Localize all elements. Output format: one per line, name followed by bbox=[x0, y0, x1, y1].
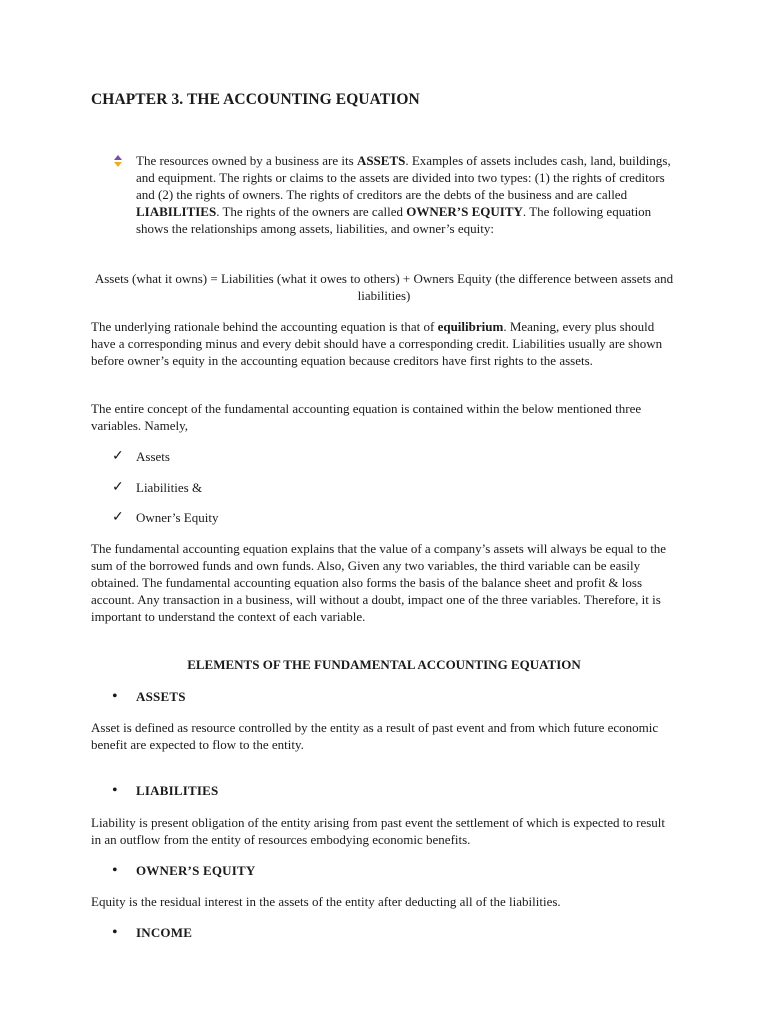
variable-item: Owner’s Equity bbox=[136, 510, 219, 525]
owners-equity-heading: OWNER’S EQUITY bbox=[136, 863, 256, 878]
variable-item: Liabilities & bbox=[136, 480, 203, 495]
updown-arrow-icon bbox=[111, 154, 125, 168]
rationale-paragraph: The underlying rationale behind the accounting equation is that of equilibrium. Meaning, every plus should have a corresponding minus and every debit should have a corresponding credit. Liabilities usually are shown before owner’s equity in the accounting equation because creditors have first rights to the assets. bbox=[91, 319, 663, 368]
elements-heading: ELEMENTS OF THE FUNDAMENTAL ACCOUNTING EQUATION bbox=[187, 657, 581, 672]
liabilities-term: LIABILITIES bbox=[136, 204, 217, 219]
check-icon: ✓ bbox=[112, 480, 124, 495]
bullet-icon: • bbox=[112, 688, 118, 705]
equilibrium-term: equilibrium bbox=[437, 319, 504, 334]
equity-definition: Equity is the residual interest in the assets of the entity after deducting all of the liabilities. bbox=[91, 894, 561, 909]
accounting-equation: Assets (what it owns) = Liabilities (what it owes to others) + Owners Equity (the difference between assets and liabilities) bbox=[94, 271, 674, 303]
bullet-icon: • bbox=[112, 924, 118, 941]
intro-paragraph: The resources owned by a business are its ASSETS. Examples of assets includes cash, land, buildings, and equipment. The rights or claims to the assets are divided into two types: (1) the rights of creditors and (2) the rights of owners. The rights of creditors are the debts of the business and are called LIABILITIES. The rights of the owners are called OWNER’S EQUITY. The following equation shows the relationships among assets, liabilities, and owner’s equity: bbox=[136, 153, 671, 236]
fundamental-paragraph: The fundamental accounting equation explains that the value of a company’s assets will always be equal to the sum of the borrowed funds and own funds. Also, Given any two variables, the third variable can be easily obtained. The fundamental accounting equation also forms the basis of the balance sheet and profit & loss account. Any transaction in a business, will without a doubt, impact one of the three variables. Therefore, it is important to understand the context of each variable. bbox=[91, 541, 667, 624]
assets-term: ASSETS bbox=[356, 153, 406, 168]
check-icon: ✓ bbox=[112, 510, 124, 525]
chapter-title: CHAPTER 3. THE ACCOUNTING EQUATION bbox=[91, 91, 420, 108]
assets-definition: Asset is defined as resource controlled by the entity as a result of past event and from which future economic benefit are expected to flow to the entity. bbox=[91, 720, 659, 752]
owners-equity-term: OWNER’S EQUITY bbox=[406, 204, 523, 219]
check-icon: ✓ bbox=[112, 449, 124, 464]
assets-heading: ASSETS bbox=[136, 689, 186, 704]
variable-item: Assets bbox=[136, 449, 170, 464]
income-heading: INCOME bbox=[136, 925, 193, 940]
bullet-icon: • bbox=[112, 782, 118, 799]
liabilities-heading: LIABILITIES bbox=[136, 783, 219, 798]
liabilities-definition: Liability is present obligation of the entity arising from past event the settlement of which is expected to result in an outflow from the entity of resources embodying economic benefits. bbox=[91, 815, 666, 847]
bullet-icon: • bbox=[112, 862, 118, 879]
concept-paragraph: The entire concept of the fundamental accounting equation is contained within the below mentioned three variables. Namely, bbox=[91, 401, 642, 433]
